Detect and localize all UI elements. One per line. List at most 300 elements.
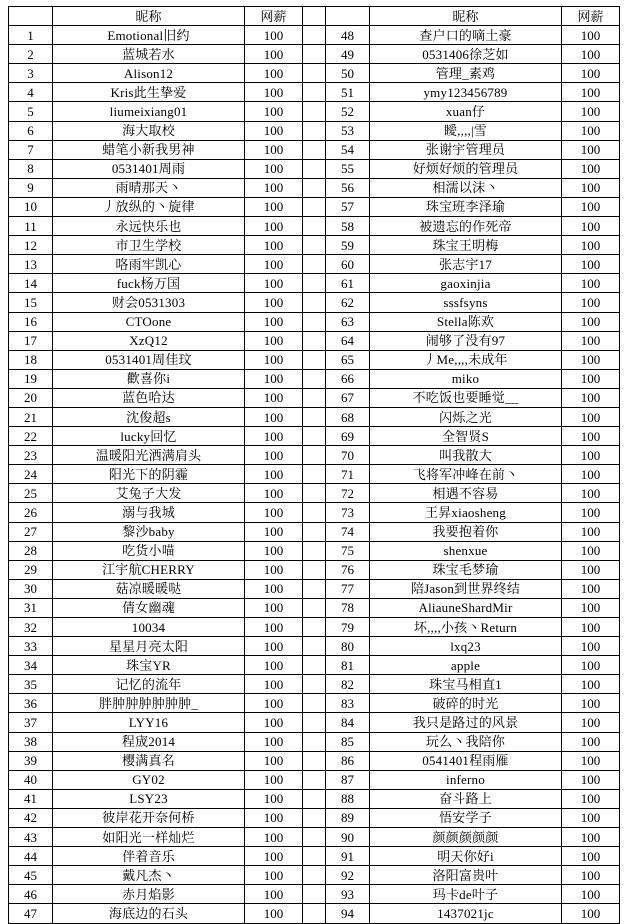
row-nickname-right: apple (370, 656, 562, 675)
row-index-right: 48 (326, 26, 370, 45)
row-salary-right: 100 (562, 694, 620, 713)
column-gap (303, 197, 326, 216)
column-gap (303, 866, 326, 885)
row-index-right: 49 (326, 45, 370, 64)
row-nickname-right: shenxue (370, 541, 562, 560)
row-nickname-left: 黎沙baby (53, 522, 245, 541)
row-index-right: 80 (326, 637, 370, 656)
row-nickname-right: 被遗忘的作死帝 (370, 217, 562, 236)
row-index-left: 15 (9, 293, 53, 312)
table-row (9, 675, 620, 694)
row-nickname-right: xuan仔 (370, 102, 562, 121)
row-nickname-left: 伴着音乐 (53, 847, 245, 866)
row-salary-right: 100 (562, 885, 620, 904)
row-salary-right: 100 (562, 770, 620, 789)
row-nickname-left: 记忆的流年 (53, 675, 245, 694)
row-index-left: 28 (9, 541, 53, 560)
row-salary-right: 100 (562, 102, 620, 121)
row-salary-left: 100 (245, 293, 303, 312)
row-index-right: 61 (326, 274, 370, 293)
table-header (9, 7, 620, 26)
row-nickname-right: 丿Me,,,,未成年 (370, 350, 562, 369)
row-salary-left: 100 (245, 770, 303, 789)
row-index-left: 8 (9, 159, 53, 178)
row-salary-left: 100 (245, 522, 303, 541)
row-index-left: 42 (9, 808, 53, 827)
row-salary-left: 100 (245, 45, 303, 64)
row-nickname-right: 珠宝马相直1 (370, 675, 562, 694)
row-nickname-left: 如阳光一样灿烂 (53, 828, 245, 847)
row-index-left: 22 (9, 427, 53, 446)
row-nickname-right: 0541401程雨雁 (370, 751, 562, 770)
row-index-right: 57 (326, 197, 370, 216)
row-index-right: 74 (326, 522, 370, 541)
table-row (9, 713, 620, 732)
row-nickname-right: sssfsyns (370, 293, 562, 312)
row-nickname-left: 彼岸花开奈何桥 (53, 808, 245, 827)
row-salary-right: 100 (562, 541, 620, 560)
row-nickname-left: 蜡笔小新我男神 (53, 140, 245, 159)
row-nickname-left: 程宬2014 (53, 732, 245, 751)
row-index-left: 34 (9, 656, 53, 675)
table-row (9, 828, 620, 847)
column-gap (303, 885, 326, 904)
row-index-right: 66 (326, 369, 370, 388)
row-nickname-right: 陪Jason到世界终结 (370, 579, 562, 598)
row-salary-right: 100 (562, 465, 620, 484)
row-index-right: 85 (326, 732, 370, 751)
table-row (9, 579, 620, 598)
header-salary-left: 网薪 (245, 7, 303, 26)
row-index-right: 63 (326, 312, 370, 331)
column-gap (303, 7, 326, 26)
row-salary-right: 100 (562, 64, 620, 83)
row-salary-left: 100 (245, 274, 303, 293)
row-nickname-right: 玩么丶我陪你 (370, 732, 562, 751)
table-row (9, 293, 620, 312)
column-gap (303, 751, 326, 770)
row-nickname-left: 沈俊超s (53, 407, 245, 426)
table-row (9, 274, 620, 293)
row-salary-left: 100 (245, 26, 303, 45)
row-salary-left: 100 (245, 885, 303, 904)
column-gap (303, 828, 326, 847)
row-nickname-right: 张谢宇管理员 (370, 140, 562, 159)
row-index-right: 75 (326, 541, 370, 560)
column-gap (303, 541, 326, 560)
row-nickname-left: fuck杨万国 (53, 274, 245, 293)
row-nickname-left: Alison12 (53, 64, 245, 83)
table-row (9, 255, 620, 274)
table-body (9, 26, 620, 923)
row-index-left: 47 (9, 904, 53, 923)
column-gap (303, 465, 326, 484)
row-index-right: 78 (326, 598, 370, 617)
row-salary-left: 100 (245, 579, 303, 598)
row-salary-right: 100 (562, 159, 620, 178)
column-gap (303, 45, 326, 64)
row-nickname-right: 0531406徐芝如 (370, 45, 562, 64)
column-gap (303, 236, 326, 255)
table-row (9, 847, 620, 866)
row-index-right: 86 (326, 751, 370, 770)
row-salary-right: 100 (562, 713, 620, 732)
table-row (9, 102, 620, 121)
table-row (9, 656, 620, 675)
row-salary-right: 100 (562, 255, 620, 274)
row-salary-right: 100 (562, 369, 620, 388)
row-index-left: 39 (9, 751, 53, 770)
table-row (9, 618, 620, 637)
table-row (9, 236, 620, 255)
row-index-left: 30 (9, 579, 53, 598)
table-row (9, 427, 620, 446)
column-gap (303, 522, 326, 541)
row-index-left: 5 (9, 102, 53, 121)
row-nickname-left: 海底边的石头 (53, 904, 245, 923)
row-salary-right: 100 (562, 293, 620, 312)
row-nickname-right: 管理_素鸡 (370, 64, 562, 83)
table-row (9, 789, 620, 808)
row-nickname-left: LSY23 (53, 789, 245, 808)
row-nickname-left: 艾兔子大发 (53, 484, 245, 503)
row-index-left: 23 (9, 446, 53, 465)
row-nickname-right: 全智贤S (370, 427, 562, 446)
table-row (9, 732, 620, 751)
row-index-right: 59 (326, 236, 370, 255)
row-index-left: 13 (9, 255, 53, 274)
row-salary-left: 100 (245, 102, 303, 121)
row-nickname-left: 星星月亮太阳 (53, 637, 245, 656)
row-nickname-left: 戴凡杰丶 (53, 866, 245, 885)
row-nickname-right: 破碎的时光 (370, 694, 562, 713)
row-nickname-left: 0531401周雨 (53, 159, 245, 178)
table-row (9, 217, 620, 236)
row-nickname-right: 颜颜颜颜颜 (370, 828, 562, 847)
row-salary-left: 100 (245, 178, 303, 197)
row-index-right: 56 (326, 178, 370, 197)
row-index-left: 14 (9, 274, 53, 293)
row-index-right: 88 (326, 789, 370, 808)
row-salary-right: 100 (562, 866, 620, 885)
table-row (9, 770, 620, 789)
table-row (9, 388, 620, 407)
row-nickname-left: 倩女幽魂 (53, 598, 245, 617)
row-salary-left: 100 (245, 217, 303, 236)
column-gap (303, 808, 326, 827)
row-nickname-right: 珠宝王明梅 (370, 236, 562, 255)
table-row (9, 312, 620, 331)
row-salary-right: 100 (562, 598, 620, 617)
row-nickname-left: 海大取校 (53, 121, 245, 140)
row-index-left: 20 (9, 388, 53, 407)
column-gap (303, 274, 326, 293)
row-salary-right: 100 (562, 388, 620, 407)
row-salary-left: 100 (245, 904, 303, 923)
nickname-salary-table (8, 6, 620, 924)
row-nickname-left: 吃货小喵 (53, 541, 245, 560)
row-salary-left: 100 (245, 713, 303, 732)
row-index-left: 6 (9, 121, 53, 140)
row-index-left: 24 (9, 465, 53, 484)
row-index-right: 82 (326, 675, 370, 694)
row-index-right: 58 (326, 217, 370, 236)
row-index-left: 40 (9, 770, 53, 789)
row-salary-left: 100 (245, 847, 303, 866)
row-nickname-left: 财会0531303 (53, 293, 245, 312)
column-gap (303, 64, 326, 83)
row-index-right: 54 (326, 140, 370, 159)
row-nickname-right: 好烦好烦的管理员 (370, 159, 562, 178)
row-index-right: 70 (326, 446, 370, 465)
column-gap (303, 102, 326, 121)
table-row (9, 560, 620, 579)
row-salary-right: 100 (562, 808, 620, 827)
row-nickname-left: liumeixiang01 (53, 102, 245, 121)
row-salary-left: 100 (245, 465, 303, 484)
row-nickname-right: 飞将军冲峰在前丶 (370, 465, 562, 484)
row-salary-right: 100 (562, 904, 620, 923)
row-salary-left: 100 (245, 866, 303, 885)
row-nickname-right: 王昇xiaosheng (370, 503, 562, 522)
row-index-left: 3 (9, 64, 53, 83)
row-index-right: 92 (326, 866, 370, 885)
column-gap (303, 694, 326, 713)
column-gap (303, 675, 326, 694)
row-index-right: 79 (326, 618, 370, 637)
row-salary-left: 100 (245, 427, 303, 446)
column-gap (303, 579, 326, 598)
row-nickname-left: 雨晴那天丶 (53, 178, 245, 197)
row-nickname-right: 相遇不容易 (370, 484, 562, 503)
row-salary-left: 100 (245, 694, 303, 713)
table-row (9, 121, 620, 140)
table-row (9, 159, 620, 178)
row-index-left: 4 (9, 83, 53, 102)
row-nickname-right: 洛阳富贵叶 (370, 866, 562, 885)
row-salary-right: 100 (562, 140, 620, 159)
column-gap (303, 770, 326, 789)
table-row (9, 197, 620, 216)
row-salary-left: 100 (245, 789, 303, 808)
column-gap (303, 293, 326, 312)
row-nickname-right: 玛卡de叶子 (370, 885, 562, 904)
row-index-left: 11 (9, 217, 53, 236)
row-salary-right: 100 (562, 751, 620, 770)
row-salary-right: 100 (562, 407, 620, 426)
row-index-right: 83 (326, 694, 370, 713)
row-nickname-right: 珠宝毛梦瑜 (370, 560, 562, 579)
row-nickname-left: 丿放纵的丶旋律 (53, 197, 245, 216)
row-salary-right: 100 (562, 121, 620, 140)
table-row (9, 178, 620, 197)
row-salary-right: 100 (562, 236, 620, 255)
row-salary-left: 100 (245, 64, 303, 83)
row-nickname-right: 我只是路过的风景 (370, 713, 562, 732)
table-row (9, 331, 620, 350)
row-index-right: 62 (326, 293, 370, 312)
column-gap (303, 427, 326, 446)
column-gap (303, 656, 326, 675)
row-salary-left: 100 (245, 350, 303, 369)
row-index-right: 64 (326, 331, 370, 350)
row-index-left: 29 (9, 560, 53, 579)
row-salary-right: 100 (562, 217, 620, 236)
row-salary-left: 100 (245, 83, 303, 102)
row-salary-left: 100 (245, 121, 303, 140)
row-nickname-left: 阳光下的阴霾 (53, 465, 245, 484)
row-salary-left: 100 (245, 828, 303, 847)
row-nickname-right: gaoxinjia (370, 274, 562, 293)
row-nickname-left: 蓝色哈达 (53, 388, 245, 407)
table-row (9, 503, 620, 522)
header-nickname-left: 昵称 (53, 7, 245, 26)
column-gap (303, 560, 326, 579)
row-index-left: 9 (9, 178, 53, 197)
row-index-right: 53 (326, 121, 370, 140)
row-nickname-right: 1437021jc (370, 904, 562, 923)
row-index-right: 93 (326, 885, 370, 904)
header-nickname-right: 昵称 (370, 7, 562, 26)
row-salary-right: 100 (562, 350, 620, 369)
row-index-left: 17 (9, 331, 53, 350)
column-gap (303, 26, 326, 45)
column-gap (303, 121, 326, 140)
row-salary-right: 100 (562, 45, 620, 64)
row-index-left: 19 (9, 369, 53, 388)
column-gap (303, 598, 326, 617)
row-index-left: 31 (9, 598, 53, 617)
row-nickname-right: 查户口的嘀土豪 (370, 26, 562, 45)
row-salary-left: 100 (245, 140, 303, 159)
row-salary-right: 100 (562, 331, 620, 350)
row-index-right: 76 (326, 560, 370, 579)
row-nickname-right: inferno (370, 770, 562, 789)
table-row (9, 64, 620, 83)
row-nickname-right: 瞹,,,,|雪 (370, 121, 562, 140)
column-gap (303, 637, 326, 656)
row-index-right: 69 (326, 427, 370, 446)
table-row (9, 637, 620, 656)
row-index-right: 91 (326, 847, 370, 866)
row-salary-right: 100 (562, 197, 620, 216)
row-salary-right: 100 (562, 446, 620, 465)
row-index-right: 94 (326, 904, 370, 923)
row-nickname-left: 咯雨牢凯心 (53, 255, 245, 274)
table-row (9, 465, 620, 484)
row-index-right: 68 (326, 407, 370, 426)
table-row (9, 866, 620, 885)
row-salary-right: 100 (562, 789, 620, 808)
table-row (9, 350, 620, 369)
row-nickname-right: 叫我散大 (370, 446, 562, 465)
row-index-right: 81 (326, 656, 370, 675)
row-index-left: 45 (9, 866, 53, 885)
row-index-left: 12 (9, 236, 53, 255)
table-row (9, 541, 620, 560)
row-salary-right: 100 (562, 427, 620, 446)
row-nickname-left: 永远快乐也 (53, 217, 245, 236)
row-index-right: 60 (326, 255, 370, 274)
row-salary-left: 100 (245, 656, 303, 675)
row-salary-left: 100 (245, 560, 303, 579)
column-gap (303, 312, 326, 331)
row-index-left: 44 (9, 847, 53, 866)
table-row (9, 446, 620, 465)
row-nickname-right: miko (370, 369, 562, 388)
row-salary-right: 100 (562, 312, 620, 331)
table-row (9, 140, 620, 159)
header-row (9, 7, 620, 26)
column-gap (303, 178, 326, 197)
row-nickname-left: 菇凉暖暖哒 (53, 579, 245, 598)
row-index-left: 41 (9, 789, 53, 808)
row-nickname-right: 张志宇17 (370, 255, 562, 274)
row-salary-right: 100 (562, 675, 620, 694)
row-index-left: 21 (9, 407, 53, 426)
column-gap (303, 732, 326, 751)
table-row (9, 808, 620, 827)
row-index-left: 27 (9, 522, 53, 541)
row-nickname-left: 溺与我城 (53, 503, 245, 522)
row-nickname-left: XzQ12 (53, 331, 245, 350)
row-index-left: 7 (9, 140, 53, 159)
column-gap (303, 388, 326, 407)
row-nickname-right: 闹够了没有97 (370, 331, 562, 350)
row-nickname-left: 温暖阳光洒满肩头 (53, 446, 245, 465)
row-salary-left: 100 (245, 484, 303, 503)
column-gap (303, 847, 326, 866)
row-index-right: 52 (326, 102, 370, 121)
row-nickname-left: 江宇航CHERRY (53, 560, 245, 579)
row-salary-left: 100 (245, 598, 303, 617)
column-gap (303, 484, 326, 503)
row-nickname-left: 歡喜你i (53, 369, 245, 388)
column-gap (303, 618, 326, 637)
table-row (9, 26, 620, 45)
row-nickname-right: 悟安学子 (370, 808, 562, 827)
row-salary-left: 100 (245, 675, 303, 694)
header-index-left (9, 7, 53, 26)
row-index-right: 90 (326, 828, 370, 847)
column-gap (303, 217, 326, 236)
table-row (9, 484, 620, 503)
column-gap (303, 904, 326, 923)
row-index-right: 84 (326, 713, 370, 732)
row-salary-left: 100 (245, 369, 303, 388)
row-nickname-left: 蓝城若水 (53, 45, 245, 64)
row-salary-right: 100 (562, 26, 620, 45)
row-index-right: 51 (326, 83, 370, 102)
table-row (9, 83, 620, 102)
row-salary-right: 100 (562, 732, 620, 751)
column-gap (303, 369, 326, 388)
column-gap (303, 140, 326, 159)
table-row (9, 694, 620, 713)
table-row (9, 522, 620, 541)
row-index-left: 46 (9, 885, 53, 904)
column-gap (303, 83, 326, 102)
column-gap (303, 789, 326, 808)
table-row (9, 407, 620, 426)
row-salary-right: 100 (562, 484, 620, 503)
header-salary-right: 网薪 (562, 7, 620, 26)
row-nickname-right: lxq23 (370, 637, 562, 656)
row-salary-right: 100 (562, 618, 620, 637)
row-nickname-right: AliauneShardMir (370, 598, 562, 617)
row-nickname-right: 珠宝班李泽瑜 (370, 197, 562, 216)
row-index-left: 36 (9, 694, 53, 713)
